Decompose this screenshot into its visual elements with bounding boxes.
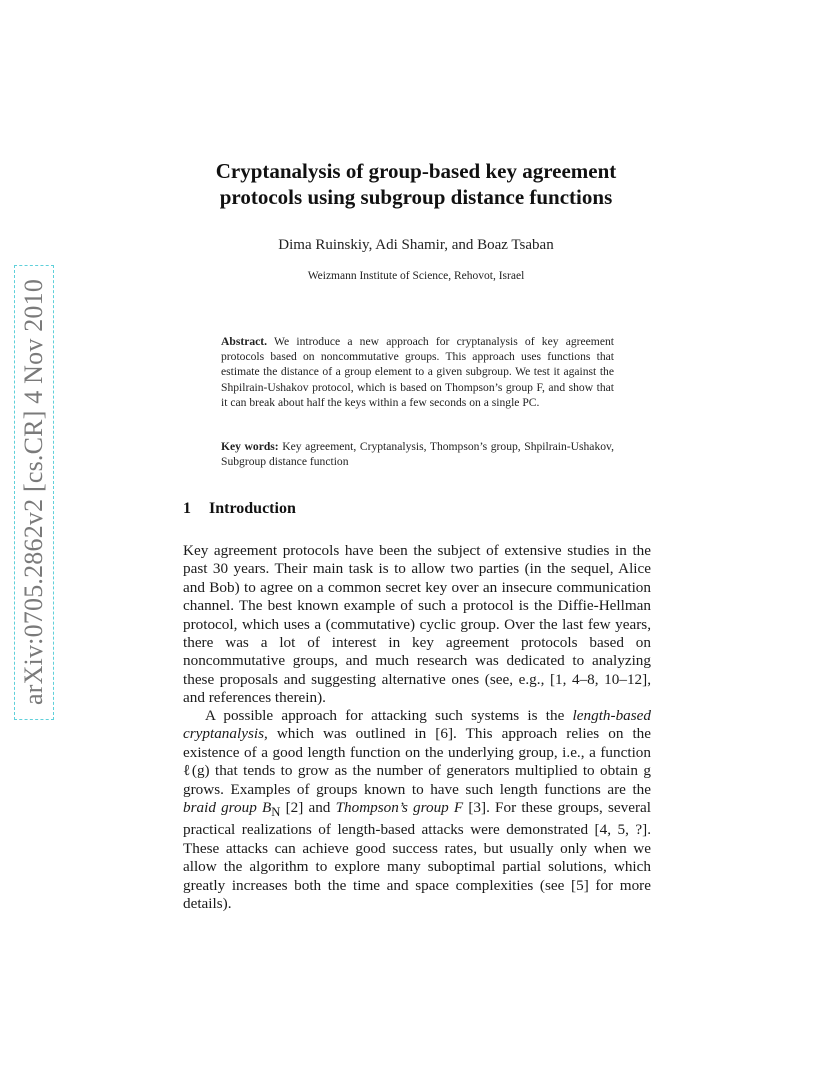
paper-title-line-1: Cryptanalysis of group-based key agreement bbox=[215, 159, 617, 183]
paper-title-line-2: protocols using subgroup distance functions bbox=[219, 185, 613, 209]
length-based-cryptanalysis-term: length-based cryptanalysis bbox=[183, 707, 651, 743]
section-title: Introduction bbox=[209, 500, 296, 517]
keywords-label: Key words: bbox=[221, 440, 279, 453]
paper-title bbox=[183, 158, 649, 210]
paper-authors: Dima Ruinskiy, Adi Shamir, and Boaz Tsaban bbox=[278, 237, 554, 253]
keywords-block bbox=[221, 439, 614, 469]
para2-part-3: , which was outlined in [6]. This approach relies on the existence of a good length function on the underlying group, i.e., a function ℓ(g) that tends to grow as the number of generators multiplied to obtain g grows. Examples of groups known to have such length functions are the bbox=[183, 725, 651, 798]
para2-part-6: [2] and bbox=[280, 799, 336, 817]
abstract-label: Abstract. bbox=[221, 335, 268, 348]
para2-part-8: [3]. For these groups, several practical realizations of length-based attacks were demonstrated [4, 5, ?]. These attacks can achieve good success rates, but usually only when we allow the algorithm to explore many suboptimal partial solutions, which greatly increases both the time and space complexities (see [5] for more details). bbox=[183, 799, 652, 913]
keywords-text: Key agreement, Cryptanalysis, Thompson’s group, Shpilrain-Ushakov, Subgroup distance function bbox=[221, 440, 614, 469]
braid-group-subscript: N bbox=[271, 805, 281, 820]
thompson-group-term: Thompson’s group F bbox=[335, 799, 464, 817]
intro-paragraph-2 bbox=[183, 707, 651, 914]
section-heading bbox=[183, 500, 296, 518]
intro-paragraph-1: Key agreement protocols have been the subject of extensive studies in the past 30 years. Their main task is to allow two parties (in the sequel, Alice and Bob) to agree on a common secret key over an insecure communication channel. The best known example of such a protocol is the Diffie-Hellman protocol, which uses a (commutative) cyclic group. Over the last few years, there was a lot of interest in key agreement protocols based on noncommutative groups, and much research was dedicated to analyzing these proposals and suggesting alternative ones (see, e.g., [1, 4–8, 10–12], and references therein). bbox=[183, 542, 651, 707]
para2-part-1: A possible approach for attacking such systems is the bbox=[205, 707, 573, 724]
braid-group-symbol: B bbox=[256, 799, 272, 817]
abstract-block bbox=[221, 334, 614, 410]
paper-affiliation: Weizmann Institute of Science, Rehovot, Israel bbox=[307, 270, 525, 282]
section-number: 1 bbox=[183, 500, 191, 517]
abstract-text: We introduce a new approach for cryptanalysis of key agreement protocols based on noncommutative groups. This approach uses functions that estimate the distance of a group element to a given subgroup. We test it against the Shpilrain-Ushakov protocol, which is based on Thompson’s group F, and show that it can break about half the keys within a few seconds on a single PC. bbox=[221, 335, 614, 409]
arxiv-identifier: arXiv:0705.2862v2 [cs.CR] 4 Nov 2010 bbox=[19, 278, 48, 706]
braid-group-term: braid group bbox=[183, 799, 257, 817]
